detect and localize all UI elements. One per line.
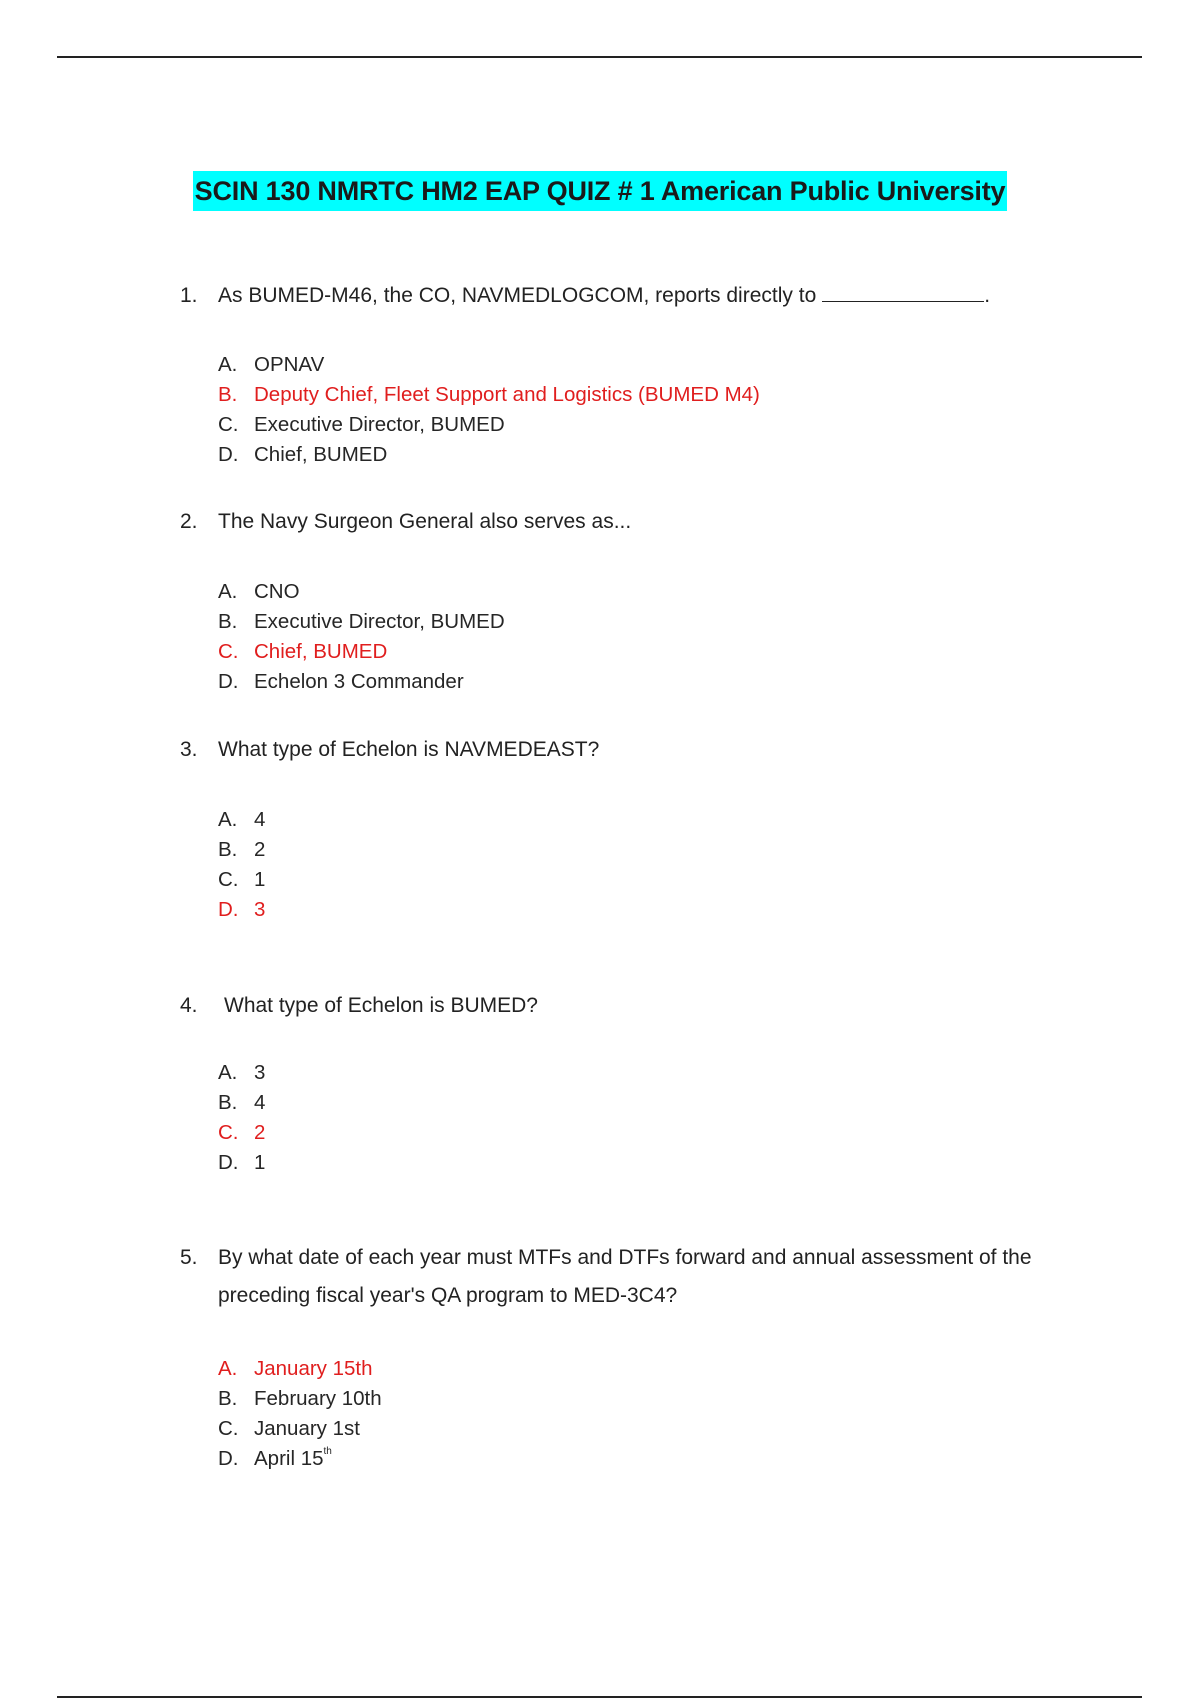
option-d: D. April 15 th (218, 1444, 382, 1474)
question-number: 4. (180, 994, 198, 1017)
question-number: 1. (180, 284, 198, 307)
option-a-correct: A. January 15th (218, 1357, 373, 1380)
option-d: D. Chief, BUMED (218, 443, 388, 466)
options-list-3 (218, 805, 265, 925)
options-list-1 (218, 350, 760, 470)
question-3 (180, 731, 1080, 769)
question-1 (180, 277, 1080, 315)
question-5 (180, 1239, 1080, 1315)
question-text: What type of Echelon is NAVMEDEAST? (218, 738, 600, 761)
option-d-correct: D. 3 (218, 898, 266, 921)
option-b: B. 4 (218, 1091, 266, 1114)
question-text: By what date of each year must MTFs and DTFs forward and annual assessment of the preceding fiscal year's QA program to MED-3C4? (218, 1246, 1032, 1307)
option-b: B. 2 (218, 838, 266, 861)
options-list-5 (218, 1354, 382, 1474)
option-a: A. CNO (218, 580, 300, 603)
option-c: C. 1 (218, 868, 266, 891)
option-c: C. January 1st (218, 1417, 360, 1440)
options-list-4 (218, 1058, 265, 1178)
question-trailing: . (984, 284, 991, 307)
question-text: As BUMED-M46, the CO, NAVMEDLOGCOM, reports directly to (218, 284, 817, 307)
option-d: D. Echelon 3 Commander (218, 670, 464, 693)
question-2 (180, 503, 1080, 541)
option-a: A. 3 (218, 1061, 266, 1084)
option-b-correct: B. Deputy Chief, Fleet Support and Logistics (BUMED M4) (218, 383, 760, 406)
option-c-correct: C. 2 (218, 1121, 266, 1144)
option-a: A. OPNAV (218, 353, 325, 376)
ordinal-suffix: th (323, 1446, 332, 1457)
option-b: B. Executive Director, BUMED (218, 610, 505, 633)
options-list-2 (218, 577, 505, 697)
option-c: C. Executive Director, BUMED (218, 413, 505, 436)
question-number: 5. (180, 1246, 198, 1269)
option-b: B. February 10th (218, 1387, 382, 1410)
question-number: 3. (180, 738, 198, 761)
question-text: The Navy Surgeon General also serves as... (218, 510, 632, 533)
option-c-correct: C. Chief, BUMED (218, 640, 388, 663)
question-text: What type of Echelon is BUMED? (224, 994, 538, 1017)
header-rule (57, 56, 1142, 58)
option-a: A. 4 (218, 808, 266, 831)
answer-blank (822, 279, 984, 302)
footer-rule (57, 1696, 1142, 1698)
document-title: SCIN 130 NMRTC HM2 EAP QUIZ # 1 American Public University (193, 171, 1008, 211)
title-wrapper (0, 171, 1200, 211)
question-number: 2. (180, 510, 198, 533)
option-d: D. 1 (218, 1151, 266, 1174)
question-4 (180, 987, 1080, 1025)
